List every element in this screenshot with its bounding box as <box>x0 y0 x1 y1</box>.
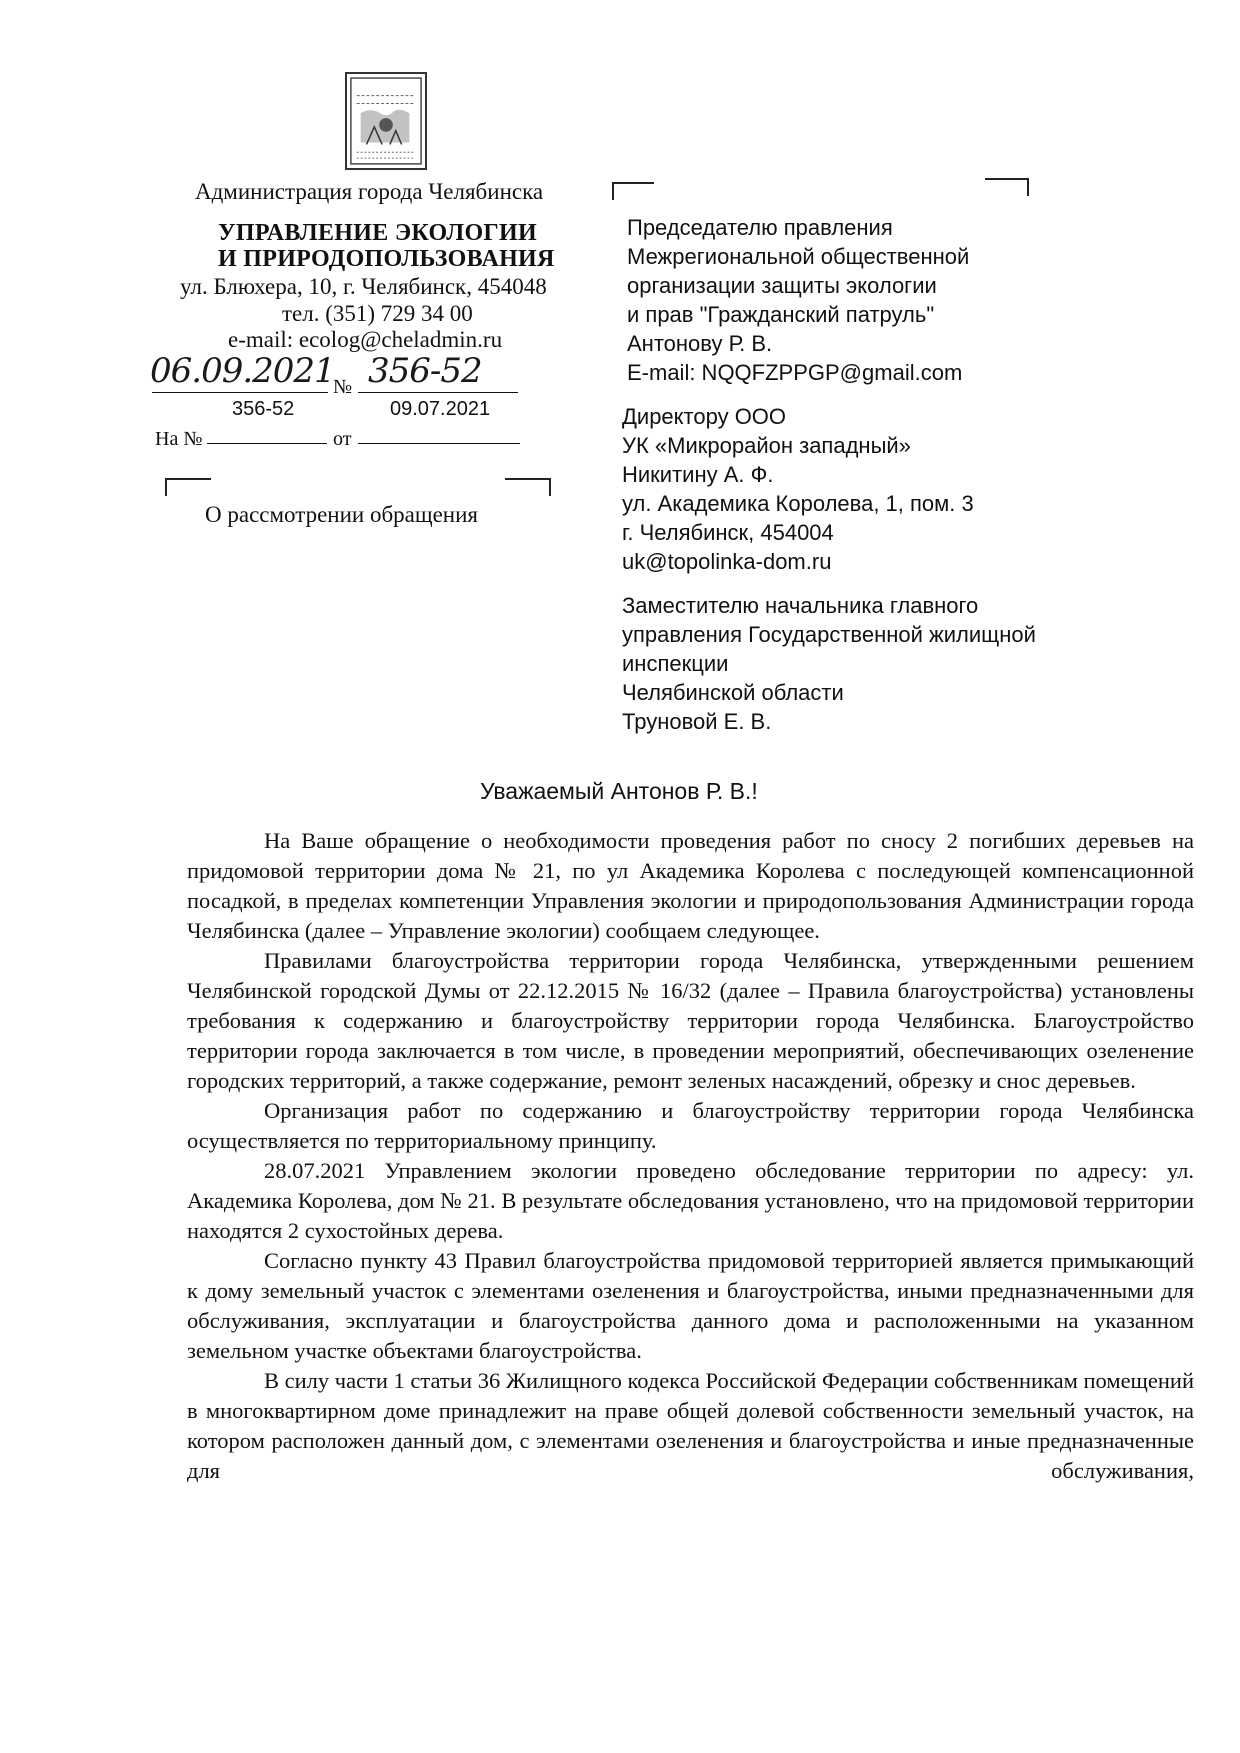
recipient-block-2 <box>622 402 974 576</box>
recipient-line: ул. Академика Королева, 1, пом. 3 <box>622 491 974 516</box>
body-paragraph: В силу части 1 статьи 36 Жилищного кодекса Российской Федерации собственникам помещений в многоквартирном доме принадлежит на праве общей долевой собственности земельный участок, на котором расположен данный дом, с элементами озеленения и благоустройства и иные предназначенные для обслуживания, <box>187 1368 1194 1483</box>
recipient-line: Труновой Е. В. <box>622 709 772 734</box>
registration-number: 356-52 <box>232 398 295 420</box>
recipient-line: организации защиты экологии <box>627 273 937 298</box>
subject-corner-left <box>165 478 211 496</box>
handwritten-date: 06.09.2021 <box>150 351 335 391</box>
handwritten-number: 356-52 <box>368 351 482 391</box>
letter-body <box>187 826 1194 1486</box>
recipient-line: Заместителю начальника главного <box>622 593 979 618</box>
date-underline <box>152 392 328 393</box>
letter-subject: О рассмотрении обращения <box>205 502 478 527</box>
recipient-corner-right <box>985 178 1029 196</box>
subject-corner-right <box>505 478 551 496</box>
recipient-line: управления Государственной жилищной <box>622 622 1036 647</box>
recipient-block-1 <box>627 213 969 387</box>
number-underline <box>358 392 518 393</box>
reference-number-line <box>207 443 327 444</box>
recipient-line: Никитину А. Ф. <box>622 462 774 487</box>
reference-date-line <box>358 443 520 444</box>
body-paragraph: Организация работ по содержанию и благоустройству территории города Челябинска осуществляется по территориальному принципу. <box>187 1098 1194 1153</box>
department-title-line2: И ПРИРОДОПОЛЬЗОВАНИЯ <box>218 246 555 272</box>
recipient-line: УК «Микрорайон западный» <box>622 433 911 458</box>
number-sign: № <box>333 376 353 398</box>
department-title-line1: УПРАВЛЕНИЕ ЭКОЛОГИИ <box>218 220 537 246</box>
recipient-line: и прав "Гражданский патруль" <box>627 302 935 327</box>
recipient-line: Межрегиональной общественной <box>627 244 970 269</box>
department-address: ул. Блюхера, 10, г. Челябинск, 454048 <box>180 274 547 299</box>
registration-date: 09.07.2021 <box>390 398 491 420</box>
recipient-corner-left <box>612 182 654 200</box>
recipient-line: инспекции <box>622 651 729 676</box>
recipient-email: uk@topolinka-dom.ru <box>622 549 832 574</box>
reference-from-label: от <box>333 428 352 450</box>
recipient-line: г. Челябинск, 454004 <box>622 520 834 545</box>
recipient-email: E-mail: NQQFZPPGP@gmail.com <box>627 360 963 385</box>
body-paragraph: 28.07.2021 Управлением экологии проведено обследование территории по адресу: ул. Академика Королева, дом № 21. В результате обследования установлено, что на придомовой территории находятся 2 сухостойных дерева. <box>187 1158 1194 1243</box>
body-paragraph: Правилами благоустройства территории города Челябинска, утвержденными решением Челябинской городской Думы от 22.12.2015 № 16/32 (далее – Правила благоустройства) установлены требования к содержанию и благоустройству территории города Челябинска. Благоустройство территории города заключается в том числе, в проведении мероприятий, обеспечивающих озеленение городских территорий, а также содержание, ремонт зеленых насаждений, обрезку и снос деревьев. <box>187 948 1194 1093</box>
body-paragraph: На Ваше обращение о необходимости проведения работ по сносу 2 погибших деревьев на придомовой территории дома № 21, по ул Академика Королева с последующей компенсационной посадкой, в пределах компетенции Управления экологии и природопользования Администрации города Челябинска (далее – Управление экологии) сообщаем следующее. <box>187 828 1194 943</box>
recipient-line: Директору ООО <box>622 404 787 429</box>
department-phone: тел. (351) 729 34 00 <box>282 301 473 326</box>
body-paragraph: Согласно пункту 43 Правил благоустройства придомовой территорией является примыкающий к дому земельный участок с элементами озеленения и благоустройства, иными предназначенными для обслуживания, эксплуатации и благоустройства данного дома и расположенными на указанном земельном участке объектами благоустройства. <box>187 1248 1194 1363</box>
recipient-line: Челябинской области <box>622 680 844 705</box>
recipient-block-3 <box>622 591 1036 736</box>
recipient-line: Антонову Р. В. <box>627 331 773 356</box>
city-administration: Администрация города Челябинска <box>195 179 544 204</box>
reference-label: На № <box>155 428 203 450</box>
recipient-line: Председателю правления <box>627 215 893 240</box>
department-email: e-mail: ecolog@cheladmin.ru <box>228 327 503 352</box>
city-emblem <box>345 72 427 170</box>
greeting: Уважаемый Антонов Р. В.! <box>480 778 758 804</box>
